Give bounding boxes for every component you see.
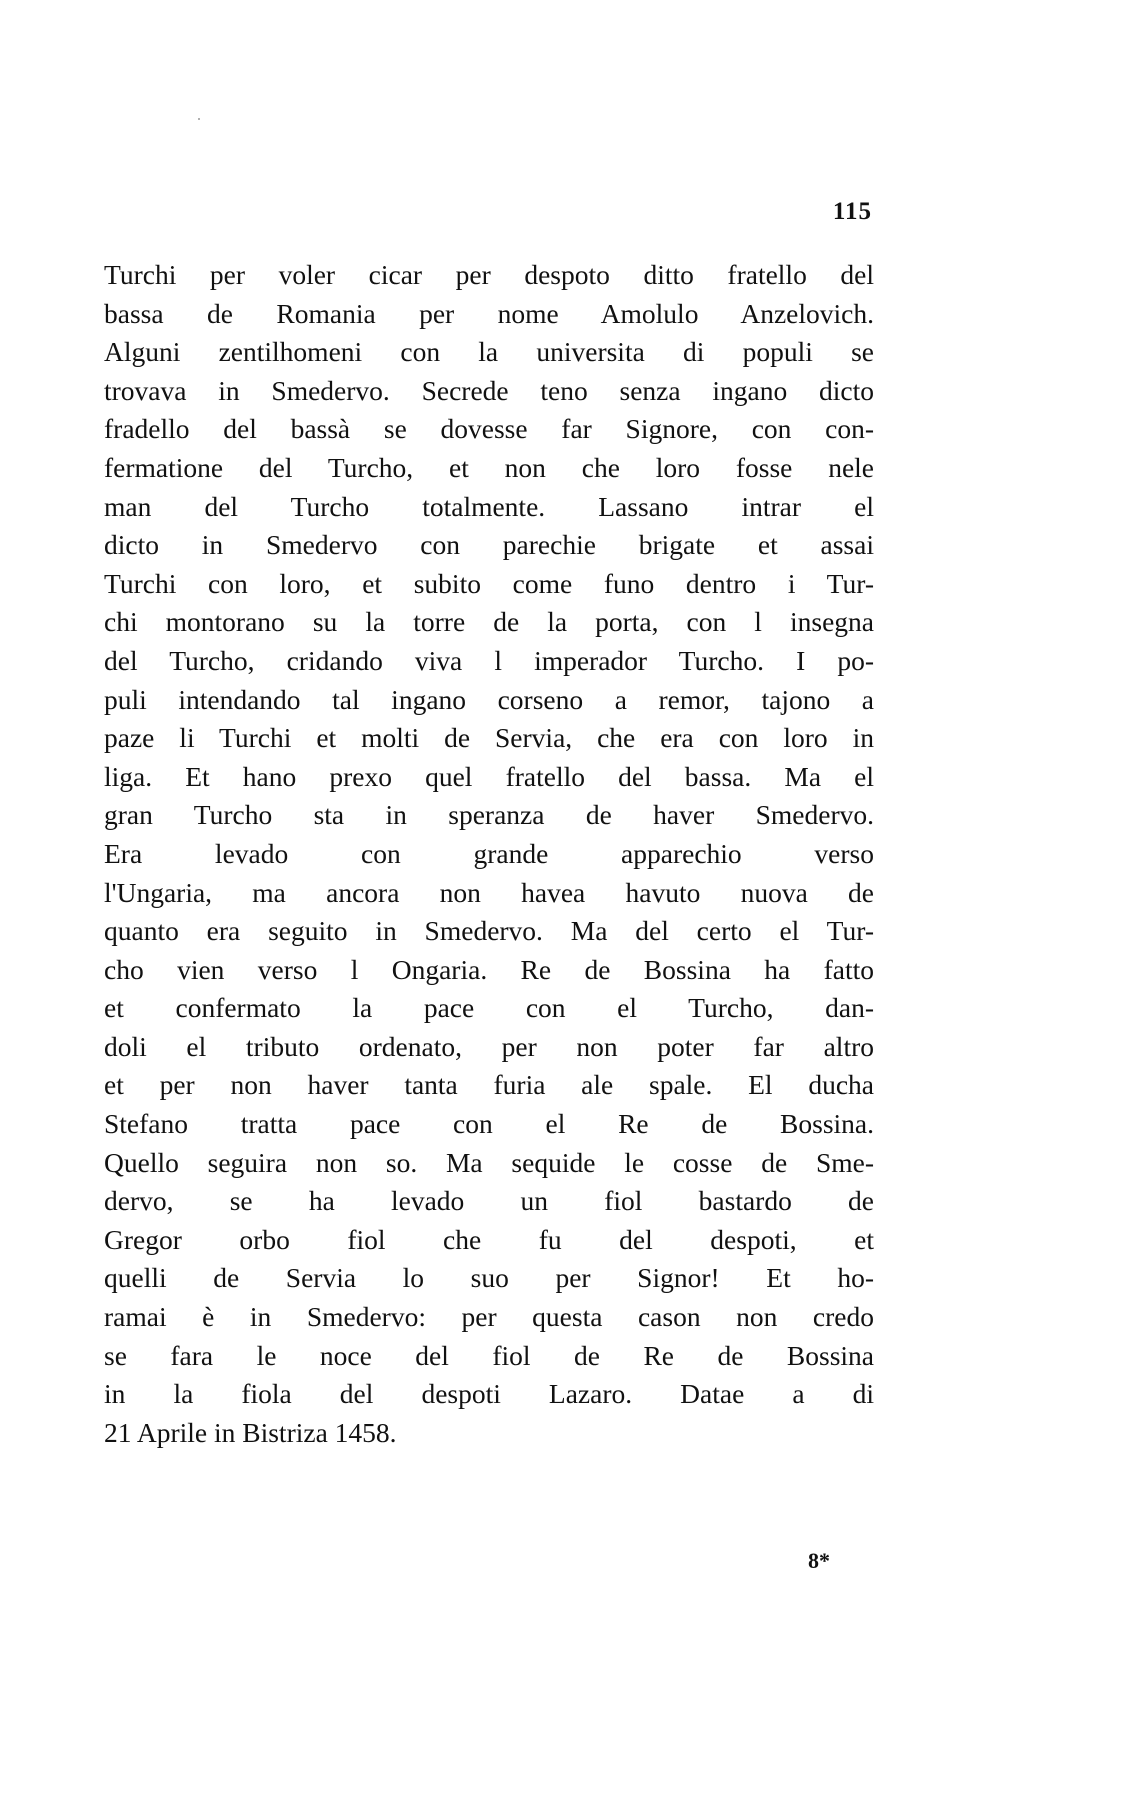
- text-line: Alguni zentilhomeni con la universita di populi se: [104, 336, 874, 368]
- text-line: in la fiola del despoti Lazaro. Datae a di: [104, 1378, 874, 1410]
- text-line: Turchi con loro, et subito come funo dentro i Tur-: [104, 567, 874, 599]
- text-line: quelli de Servia lo suo per Signor! Et ho-: [104, 1262, 874, 1294]
- scan-speck: [198, 118, 200, 120]
- text-line: liga. Et hano prexo quel fratello del bassa. Ma el: [104, 760, 874, 792]
- text-line: doli el tributo ordenato, per non poter far altro: [104, 1030, 874, 1062]
- text-line: chi montorano su la torre de la porta, con l insegna: [104, 606, 874, 638]
- text-line: et per non haver tanta furia ale spale. El ducha: [104, 1069, 874, 1101]
- text-line: dicto in Smedervo con parechie brigate et assai: [104, 529, 874, 561]
- text-line: trovava in Smedervo. Secrede teno senza ingano dicto: [104, 374, 874, 406]
- text-line: fradello del bassà se dovesse far Signore, con con-: [104, 413, 874, 445]
- text-line: bassa de Romania per nome Amolulo Anzelovich.: [104, 297, 874, 329]
- text-line: fermatione del Turcho, et non che loro fosse nele: [104, 451, 874, 483]
- text-line: Quello seguira non so. Ma sequide le cosse de Sme-: [104, 1146, 874, 1178]
- text-line: gran Turcho sta in speranza de haver Smedervo.: [104, 799, 874, 831]
- text-line: Gregor orbo fiol che fu del despoti, et: [104, 1223, 874, 1255]
- text-line: Era levado con grande apparechio verso: [104, 837, 874, 869]
- text-line: et confermato la pace con el Turcho, dan-: [104, 992, 874, 1024]
- text-line: Stefano tratta pace con el Re de Bossina.: [104, 1108, 874, 1140]
- text-line: ramai è in Smedervo: per questa cason non credo: [104, 1301, 874, 1333]
- text-line: paze li Turchi et molti de Servia, che era con loro in: [104, 722, 874, 754]
- page-number: 115: [832, 198, 872, 225]
- text-line: puli intendando tal ingano corseno a remor, tajono a: [104, 683, 874, 715]
- text-line: Turchi per voler cicar per despoto ditto fratello del: [104, 259, 874, 290]
- text-line: l'Ungaria, ma ancora non havea havuto nuova de: [104, 876, 874, 908]
- text-line: quanto era seguito in Smedervo. Ma del certo el Tur-: [104, 915, 874, 947]
- text-line: cho vien verso l Ongaria. Re de Bossina ha fatto: [104, 953, 874, 985]
- text-line: dervo, se ha levado un fiol bastardo de: [104, 1185, 874, 1217]
- text-line: del Turcho, cridando viva l imperador Turcho. I po-: [104, 644, 874, 676]
- text-line-last: 21 Aprile in Bistriza 1458.: [104, 1416, 397, 1448]
- text-line: man del Turcho totalmente. Lassano intrar el: [104, 490, 874, 522]
- page-body-text: [104, 256, 874, 1452]
- text-line: se fara le noce del fiol de Re de Bossina: [104, 1339, 874, 1371]
- printer-signature-mark: 8*: [808, 1548, 830, 1573]
